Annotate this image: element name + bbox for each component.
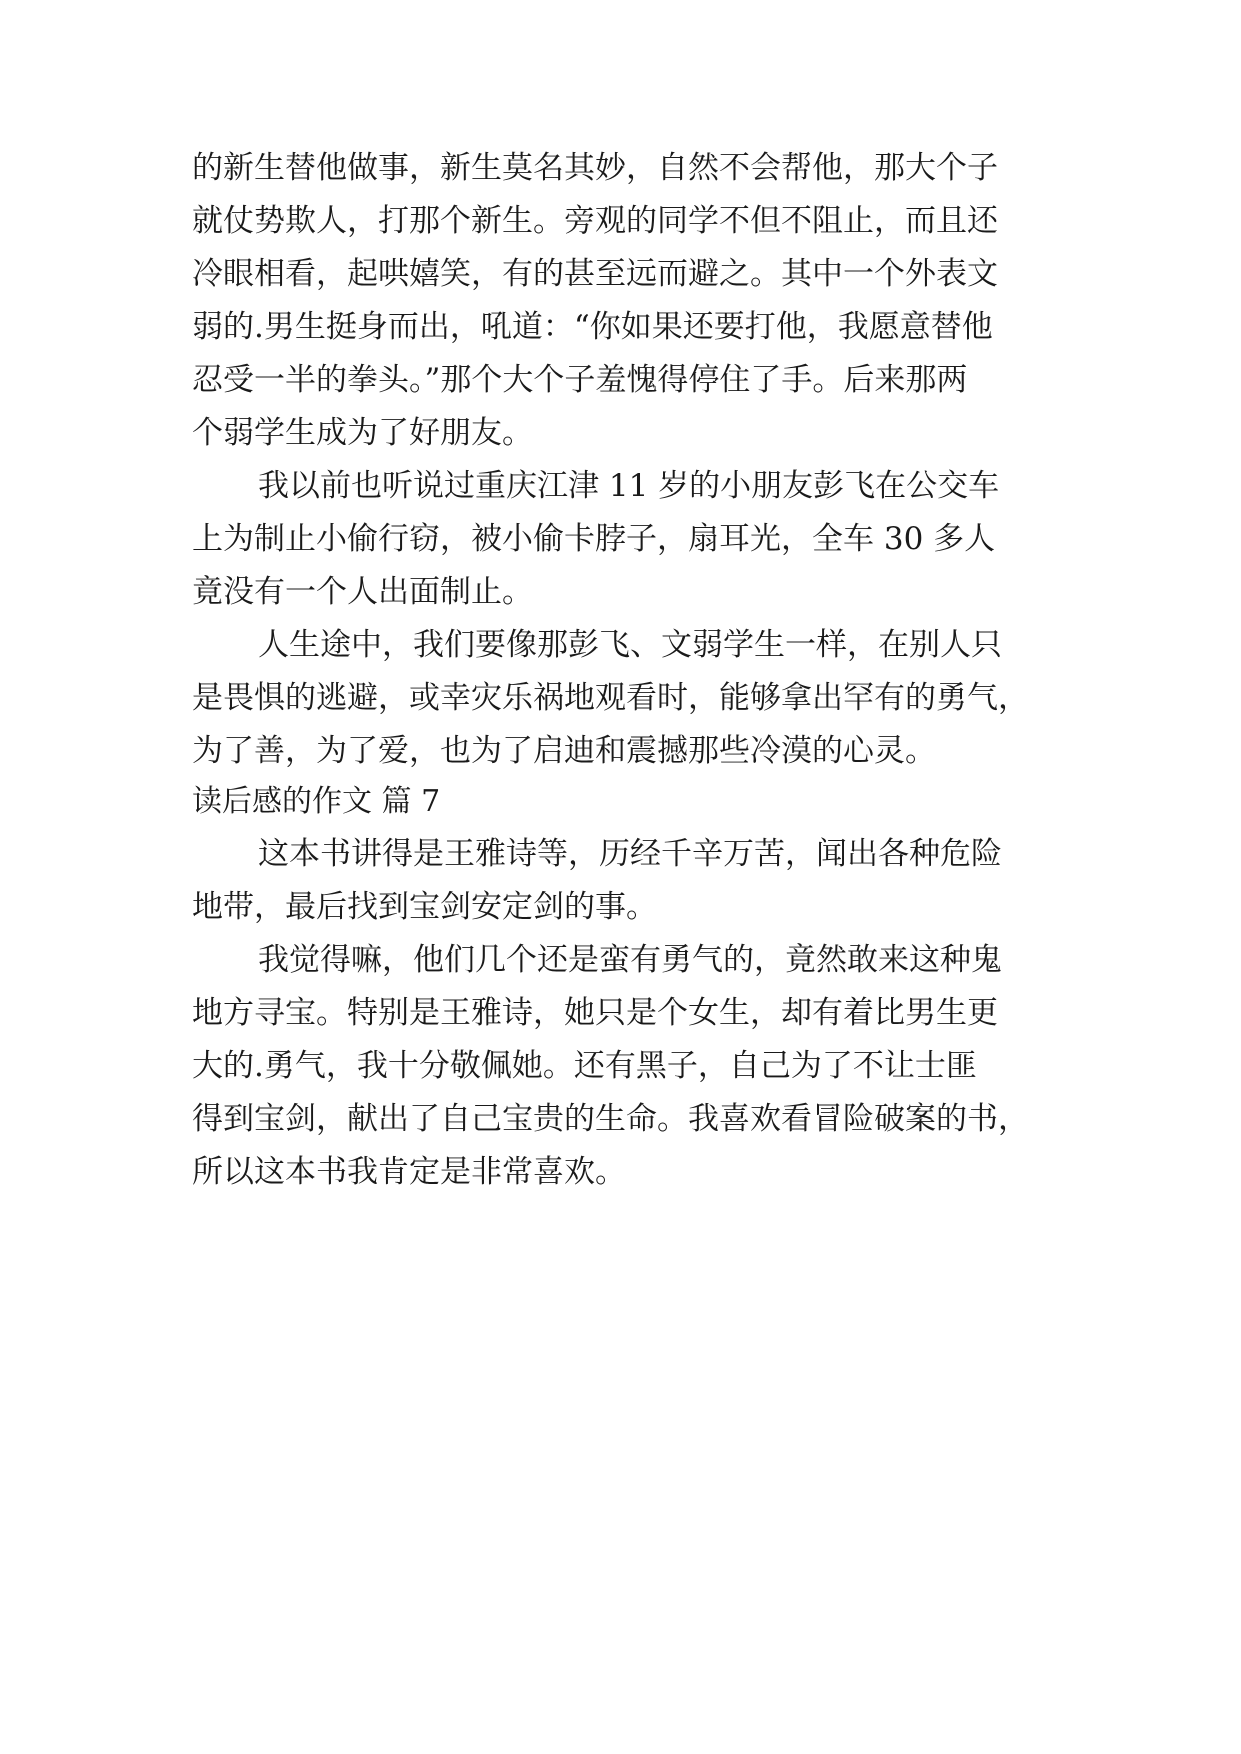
paragraph-line: 弱的.男生挺身而出，吼道：“你如果还要打他，我愿意替他 (192, 309, 993, 345)
paragraph-line: 上为制止小偷行窃，被小偷卡脖子，扇耳光，全车 30 多人 (192, 521, 996, 557)
paragraph-line: 得到宝剑，献出了自己宝贵的生命。我喜欢看冒险破案的书， (192, 1101, 1029, 1137)
paragraph-line: 为了善，为了爱，也为了启迪和震撼那些冷漠的心灵。 (192, 733, 936, 769)
paragraph-line: 人生途中，我们要像那彭飞、文弱学生一样，在别人只 (258, 627, 1002, 663)
paragraph-line: 我以前也听说过重庆江津 11 岁的小朋友彭飞在公交车 (258, 468, 1000, 504)
paragraph-line: 就仗势欺人，打那个新生。旁观的同学不但不阻止，而且还 (192, 203, 998, 239)
paragraph-line: 的新生替他做事，新生莫名其妙，自然不会帮他，那大个子 (192, 150, 998, 186)
paragraph-line: 大的.勇气，我十分敬佩她。还有黑子，自己为了不让士匪 (192, 1048, 977, 1084)
paragraph-line: 所以这本书我肯定是非常喜欢。 (192, 1154, 626, 1190)
paragraph-line: 忍受一半的拳头。”那个大个子羞愧得停住了手。后来那两 (192, 362, 968, 398)
paragraph-line: 地带，最后找到宝剑安定剑的事。 (192, 889, 657, 925)
section-heading: 读后感的作文 篇 7 (192, 784, 441, 819)
paragraph-line: 竟没有一个人出面制止。 (192, 574, 533, 610)
paragraph-line: 个弱学生成为了好朋友。 (192, 415, 533, 451)
paragraph-line: 这本书讲得是王雅诗等，历经千辛万苦，闻出各种危险 (258, 836, 1002, 872)
paragraph-line: 是畏惧的逃避，或幸灾乐祸地观看时，能够拿出罕有的勇气， (192, 680, 1029, 716)
paragraph-line: 冷眼相看，起哄嬉笑，有的甚至远而避之。其中一个外表文 (192, 256, 998, 292)
paragraph-line: 地方寻宝。特别是王雅诗，她只是个女生，却有着比男生更 (192, 995, 998, 1031)
paragraph-line: 我觉得嘛，他们几个还是蛮有勇气的，竟然敢来这种鬼 (258, 942, 1002, 978)
